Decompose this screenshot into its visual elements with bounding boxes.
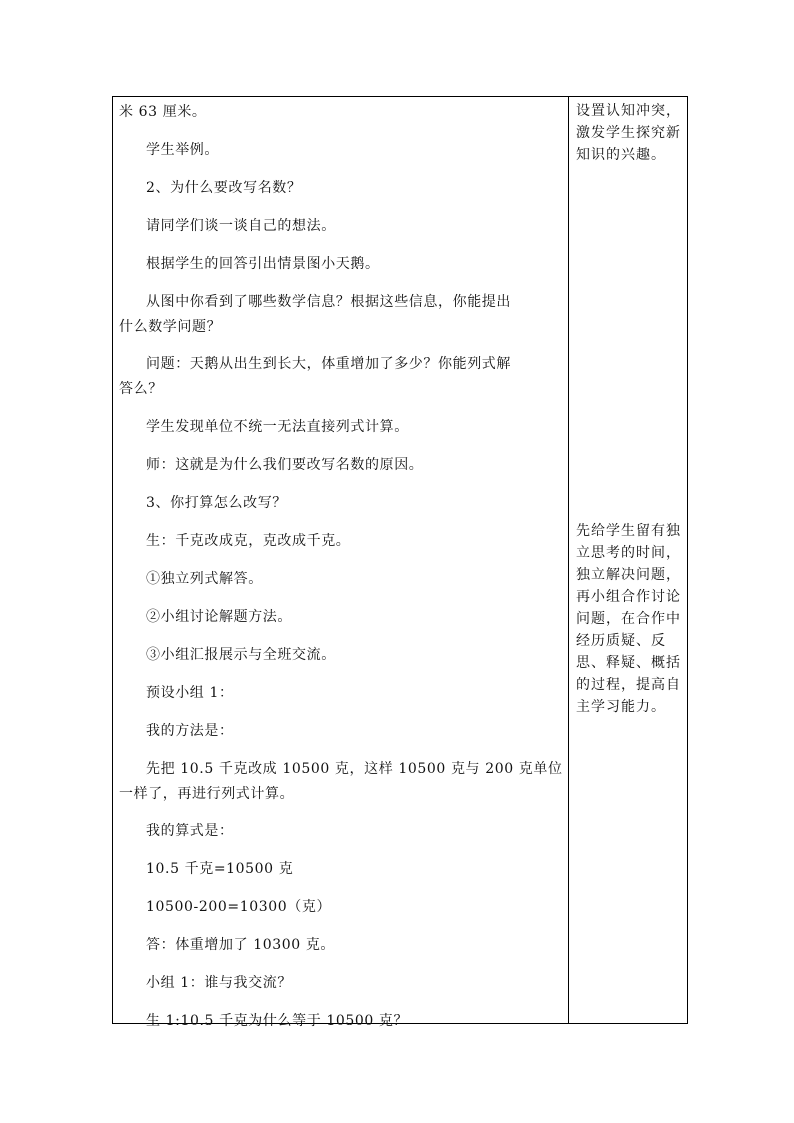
text-line: 米 63 厘米。 [119,104,207,120]
text-line: 学生发现单位不统一无法直接列式计算。 [146,419,409,435]
text-line: 什么数学问题？ [119,319,222,335]
text-line: 10.5 千克=10500 克 [146,861,294,877]
text-line: 先把 10.5 千克改成 10500 克，这样 10500 克与 200 克单位 [146,761,563,777]
text-line: 3、你打算怎么改写？ [146,495,287,511]
text-line: 师：这就是为什么我们要改写名数的原因。 [146,457,424,473]
text-line: 一样了，再进行列式计算。 [119,786,295,802]
text-line: 我的方法是： [146,723,234,739]
side-note: 先给学生留有独立思考的时间，独立解决问题，再小组合作讨论问题，在合作中经历质疑、反思、释疑、概括的过程，提高自主学习能力。 [576,523,681,715]
text-line: 预设小组 1： [146,685,234,701]
design-intent-column [569,97,688,1023]
text-line: 请同学们谈一谈自己的想法。 [146,218,336,234]
text-line: ②小组讨论解题方法。 [146,609,292,625]
text-line: 答：体重增加了 10300 克。 [146,937,336,953]
text-line: 10500-200=10300（克） [146,899,332,915]
text-line: 2、为什么要改写名数？ [146,180,302,196]
teaching-process-column [113,97,568,1029]
lesson-table [112,96,688,1029]
text-line: 生：千克改成克，克改成千克。 [146,533,351,549]
text-line: 生 1:10.5 千克为什么等于 10500 克？ [146,1013,409,1029]
side-note: 设置认知冲突，激发学生探究新知识的兴趣。 [576,103,681,163]
text-line: 答么？ [119,381,163,397]
text-line: 小组 1：谁与我交流？ [146,975,292,991]
text-line: 我的算式是： [146,823,234,839]
text-line: 根据学生的回答引出情景图小天鹅。 [146,256,380,272]
text-line: ③小组汇报展示与全班交流。 [146,647,336,663]
text-line: 问题：天鹅从出生到长大，体重增加了多少？你能列式解 [146,356,511,372]
text-line: 学生举例。 [146,142,219,158]
text-line: 从图中你看到了哪些数学信息？根据这些信息，你能提出 [146,294,511,310]
text-line: ①独立列式解答。 [146,571,263,587]
